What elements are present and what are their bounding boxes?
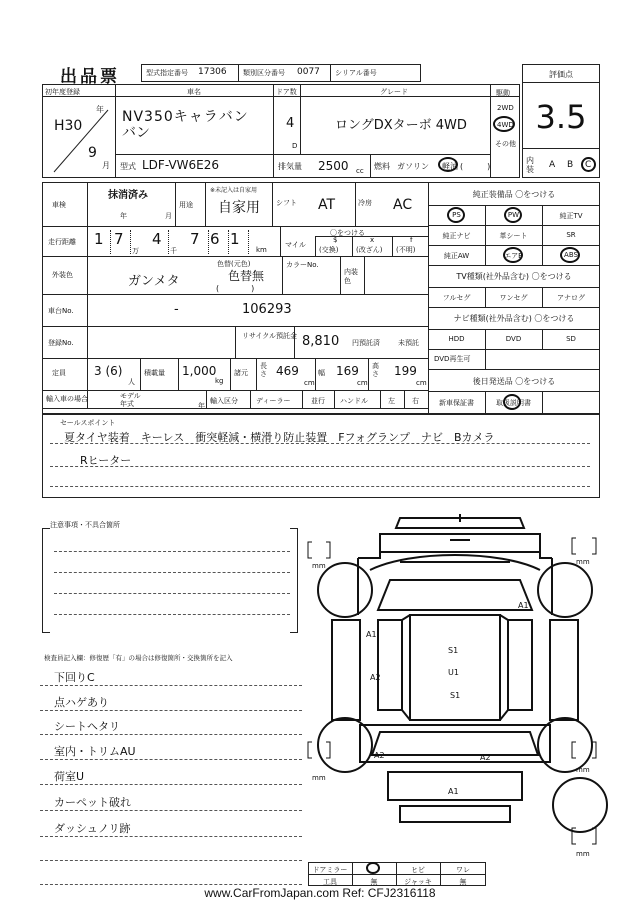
first-reg-year: H30 bbox=[54, 118, 83, 134]
drive-4wd-circle bbox=[493, 116, 515, 132]
width-value: 169 bbox=[336, 364, 359, 378]
svg-text:mm: mm bbox=[312, 562, 326, 570]
ac-value: AC bbox=[393, 197, 413, 213]
load-value: 1,000 bbox=[182, 364, 217, 378]
first-reg-month: 9 bbox=[88, 145, 97, 161]
note-item-2: 点ハゲあり bbox=[54, 696, 109, 709]
interior-c-circle bbox=[581, 157, 596, 172]
recycle-value: 8,810 bbox=[302, 334, 340, 349]
mirror-circle bbox=[366, 862, 380, 874]
color-value: ガンメタ bbox=[128, 274, 180, 289]
mark-s1-top: S1 bbox=[448, 646, 459, 655]
mark-a1-front-right: A1 bbox=[518, 601, 529, 610]
shift-value: AT bbox=[318, 197, 336, 213]
grade-value: ロングDXターボ 4WD bbox=[335, 118, 467, 133]
car-name-line2: バン bbox=[122, 125, 150, 141]
class-label: 類別区分番号 bbox=[243, 69, 285, 77]
mark-a2-rear-right: A2 bbox=[480, 753, 491, 762]
height-value: 199 bbox=[394, 364, 417, 378]
mark-a1-left-front: A1 bbox=[366, 630, 377, 639]
score-value: 3.5 bbox=[535, 98, 587, 136]
sales-line2: Rヒーター bbox=[80, 454, 132, 467]
car-name-line1: NV350キャラバン bbox=[122, 109, 249, 125]
chassis-value: 106293 bbox=[242, 302, 292, 317]
displacement-value: 2500 bbox=[318, 159, 349, 173]
mileage-digits: 1 7 万 4 千 7 6 1 km bbox=[94, 230, 267, 255]
svg-text:mm: mm bbox=[576, 850, 590, 858]
notes-label: 注意事項・不具合箇所 bbox=[50, 521, 120, 529]
fuel-diesel-circle bbox=[438, 157, 458, 172]
manual-circle bbox=[503, 394, 521, 410]
use-value: 自家用 bbox=[218, 200, 260, 216]
mark-a2-left: A2 bbox=[370, 673, 381, 682]
svg-text:mm: mm bbox=[576, 558, 590, 566]
note-item-3: シートヘタリ bbox=[54, 720, 120, 733]
mark-a1-rear: A1 bbox=[448, 787, 459, 796]
airbag-circle bbox=[503, 247, 523, 263]
mark-a2-rear-left: A2 bbox=[374, 751, 385, 760]
pw-circle bbox=[504, 207, 522, 223]
capacity-value: 3 (6) bbox=[94, 364, 123, 378]
doors-value: 4 bbox=[286, 116, 295, 131]
page-title: 出品票 bbox=[60, 67, 120, 87]
note-item-5: 荷室U bbox=[54, 770, 85, 783]
svg-text:mm: mm bbox=[576, 766, 590, 774]
note-item-1: 下回りC bbox=[54, 671, 95, 684]
first-reg-label: 初年度登録 bbox=[45, 88, 80, 96]
class-value: 0077 bbox=[297, 67, 320, 77]
abs-circle bbox=[560, 247, 580, 263]
model-cert-label: 型式指定番号 bbox=[146, 69, 188, 77]
note-item-7: ダッシュノリ跡 bbox=[54, 822, 131, 835]
score-label: 評価点 bbox=[549, 70, 573, 79]
car-name-label: 車名 bbox=[187, 88, 201, 96]
shaken-value: 抹消済み bbox=[108, 190, 148, 201]
watermark: www.CarFromJapan.com Ref: CFJ2316118 bbox=[204, 886, 436, 900]
car-diagram bbox=[300, 510, 610, 860]
length-value: 469 bbox=[276, 364, 299, 378]
sales-line1: 夏タイヤ装着 キーレス 衝突軽減・横滑り防止装置 Fフォグランプ ナビ Bカメラ bbox=[64, 431, 495, 444]
ps-circle bbox=[447, 207, 465, 223]
mark-s1-bottom: S1 bbox=[450, 691, 461, 700]
model-cert-value: 17306 bbox=[198, 67, 227, 77]
svg-text:mm: mm bbox=[312, 774, 326, 782]
color-change-value: 色替無 bbox=[228, 269, 265, 283]
mark-u1: U1 bbox=[448, 668, 459, 677]
type-value: LDF-VW6E26 bbox=[142, 158, 220, 172]
serial-label: シリアル番号 bbox=[335, 69, 377, 77]
note-item-6: カーペット破れ bbox=[54, 796, 131, 809]
equipment-title: 純正装備品 〇をつける bbox=[472, 190, 556, 199]
inspector-label: 検査員記入欄：修復歴「有」の場合は修復箇所・交換箇所を記入 bbox=[44, 654, 233, 662]
note-item-4: 室内・トリムAU bbox=[54, 745, 136, 758]
